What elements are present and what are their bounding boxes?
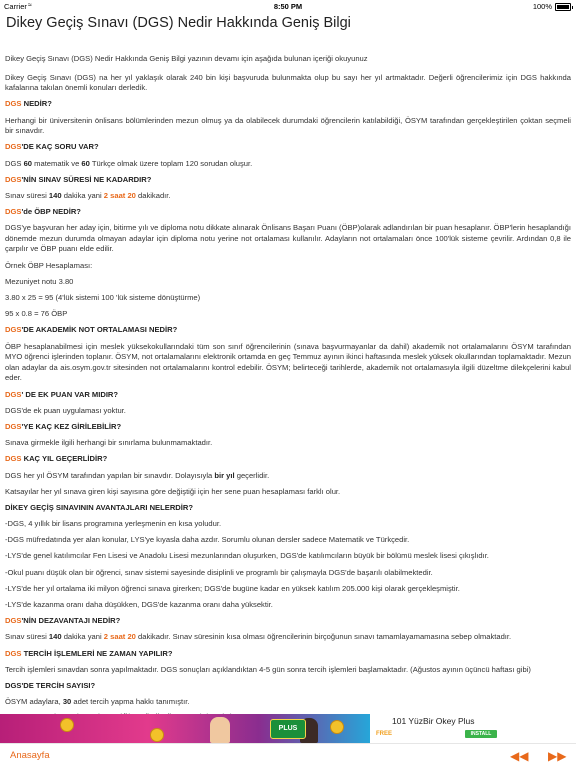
intro-paragraph: Dikey Geçiş Sınavı (DGS) Nedir Hakkında Geniş Bilgi yazının devamı için aşağıda bulunan içeriği okuyunuz (5, 54, 368, 63)
paragraph: DGS'ye başvuran her aday için, bitirme yılı ve diploma notu dikkate alınarak Önlisans Başarı Puanı (ÖBP)olarak adlandırılan bir puan hesaplanır. ÖBP'lerin hesaplandığı dönemde mezun durumda olmayan adaylar için diploma notu yerine not ortalaması kullanılır. Adayların not ortalamaları önce 100'lük sisteme çevrilir. Ardından 0,8 ile çarpılır ve ÖBP puanı elde edilir. (5, 223, 571, 254)
list-item: -DGS, 4 yıllık bir lisans programına yerleşmenin en kısa yoludur. (5, 519, 222, 529)
paragraph: Katsayılar her yıl sınava giren kişi sayısına göre değiştiği için her sene puan hesaplaması farklı olur. (5, 486, 341, 496)
list-item: -LYS'de her yıl ortalama iki milyon öğrenci sınava girerken; DGS'de bugüne kadar en yüksek katılım 205.000 kişi olarak gerçekleşmiştir. (5, 583, 460, 593)
section-heading: DGS'DE KAÇ SORU VAR? (5, 142, 99, 152)
ad-badge: PLUS (270, 719, 306, 739)
example-line: 95 x 0.8 = 76 ÖBP (5, 309, 68, 319)
ad-banner[interactable] (0, 714, 576, 743)
section-heading: DGS'DE TERCİH SAYISI? (5, 680, 96, 690)
article-body[interactable] (5, 54, 571, 714)
carrier-label: Carrier (4, 2, 27, 11)
section-heading: DİKEY GEÇİŞ SINAVININ AVANTAJLARI NELERDİR? (5, 502, 194, 512)
ad-install-button[interactable]: INSTALL (465, 730, 497, 738)
paragraph: Sınav süresi 140 dakika yani 2 saat 20 dakikadır. Sınav süresinin kısa olması öğrencilerinin birçoğunun sınavı tamamlayamamasına sebep olmaktadır. (5, 632, 512, 642)
paragraph: ÖSYM adaylara, 30 adet tercih yapma hakkı tanımıştır. (5, 697, 190, 707)
section-heading: DGS TERCİH İŞLEMLERİ NE ZAMAN YAPILIR? (5, 648, 173, 658)
section-heading: DGS'NİN SINAV SÜRESİ NE KADARDIR? (5, 174, 152, 184)
section-heading: DGS'NİN DEZAVANTAJI NEDİR? (5, 616, 121, 626)
page-title: Dikey Geçiş Sınavı (DGS) Nedir Hakkında Geniş Bilgi (6, 15, 351, 31)
status-bar (0, 0, 576, 13)
battery-percent: 100% (532, 2, 552, 11)
paragraph: DGS'de ek puan uygulaması yoktur. (5, 405, 126, 415)
fast-forward-icon[interactable]: ▶▶ (548, 749, 567, 763)
paragraph: Dikey Geçiş Sınavı (DGS) na her yıl yaklaşık olarak 240 bin kişi başvuruda bulunmakta olup bu sayı her yıl artmaktadır. Değerli öğrencilerimiz için DGS hakkında kafalarına takılan önemli konuları derledik. (5, 72, 571, 93)
section-heading: DGS'YE KAÇ KEZ GİRİLEBİLİR? (5, 421, 122, 431)
paragraph: Sınav süresi 140 dakika yani 2 saat 20 dakikadır. (5, 190, 171, 200)
section-heading: DGS NEDİR? (5, 99, 52, 109)
example-line: 3.80 x 25 = 95 (4'lük sistemi 100 'lük sisteme dönüştürme) (5, 293, 201, 303)
list-item: -Okul puanı düşük olan bir öğrenci, sınav sistemi sayesinde disiplinli ve programlı bir çalışmayla DGS'de başarılı olabilmektedir. (5, 567, 433, 577)
ad-price: FREE (376, 731, 393, 737)
paragraph: Tercih işlemleri sınavdan sonra yapılmaktadır. DGS sonuçları açıklandıktan 4-5 gün sonra tercih işlemleri başlamaktadır. (Ağustos ayının üçüncü haftası gibi) (5, 664, 531, 674)
example-line: Mezuniyet notu 3.80 (5, 276, 74, 286)
home-link[interactable]: Anasayfa (10, 750, 50, 761)
wifi-icon: ≈ (28, 2, 32, 9)
battery-icon (555, 3, 571, 11)
paragraph: DGS her yıl ÖSYM tarafından yapılan bir sınavdır. Dolayısıyla bir yıl geçerlidir. (5, 470, 270, 480)
bottom-toolbar (0, 743, 576, 769)
paragraph: Herhangi bir üniversitenin önlisans bölümlerinden mezun olmuş ya da olabilecek durumdaki öğrencilerin katılabildiği, ÖSYM tarafından gerçekleştirilen çoktan seçmeli bir sınavdır. (5, 115, 571, 136)
list-item: -DGS müfredatında yer alan konular, LYS'ye kıyasla daha azdır. Sorumlu olunan dersler sadece Matematik ve Türkçedir. (5, 535, 410, 545)
ad-image[interactable] (0, 714, 370, 743)
paragraph: DGS 60 matematik ve 60 Türkçe olmak üzere toplam 120 sorudan oluşur. (5, 158, 253, 168)
clock: 8:50 PM (273, 2, 303, 11)
paragraph: ÖBP hesaplanabilmesi için meslek yüksekokullarındaki tüm son sınıf öğrencilerinin (sınava başvurmayanlar da dahil) akademik not ortalamalarını ÖSYM tarafından MYO öğrenci işlerinden toplanır. ÖSYM, not ortalamalarını elektronik ortamda en geç Temmuz ayının ikinci haftasında meslek yüksek okullarından toplamaktadır. Mezun olan adaylar da ais.osym.gov.tr sitesinden not ortalamalarını kontrol edebilir. ÖSYM; belirteceği tarihlerde, akademik not ortalamasıyla ilgili düzeltme dilekçelerini kabul eder. (5, 341, 571, 383)
ad-title[interactable]: 101 YüzBir Okey Plus (392, 716, 475, 726)
section-heading: DGS'de ÖBP NEDİR? (5, 207, 81, 217)
example-title: Örnek ÖBP Hesaplaması: (5, 260, 93, 270)
section-heading: DGS' DE EK PUAN VAR MIDIR? (5, 389, 119, 399)
section-heading: DGS KAÇ YIL GEÇERLİDİR? (5, 454, 108, 464)
rewind-icon[interactable]: ◀◀ (510, 749, 529, 763)
section-heading: DGS'DE AKADEMİK NOT ORTALAMASI NEDİR? (5, 325, 178, 335)
list-item: -LYS'de kazanma oranı daha düşükken, DGS'de kazanma oranı daha yüksektir. (5, 600, 273, 609)
list-item: -LYS'de genel katılımcılar Fen Lisesi ve Anadolu Lisesi mezunlarından oluşurken, DGS'de katılımcıların büyük bir bölümü meslek lisesi çıkışlıdır. (5, 551, 489, 561)
paragraph: Sınava girmekle ilgili herhangi bir sınırlama bulunmamaktadır. (5, 438, 213, 448)
ad-character-icon (210, 717, 230, 743)
